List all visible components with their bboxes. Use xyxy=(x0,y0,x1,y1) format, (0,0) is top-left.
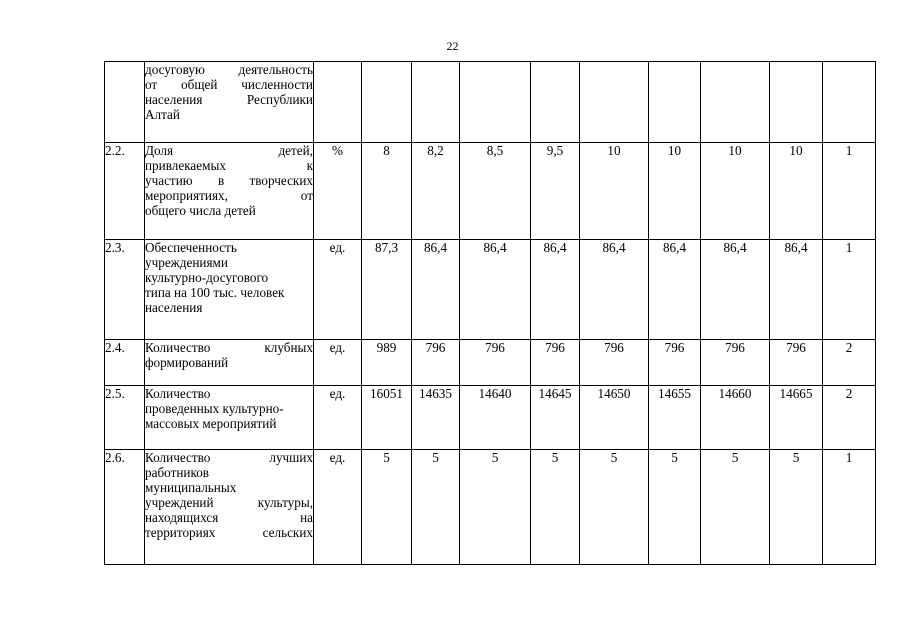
value-cell: 796 xyxy=(649,340,701,386)
unit-cell xyxy=(314,62,362,143)
indicator-name-line: общего числа детей xyxy=(145,203,256,218)
unit-cell: ед. xyxy=(314,450,362,565)
value-cell: 796 xyxy=(412,340,460,386)
value-cell: 86,4 xyxy=(649,240,701,340)
unit-cell: ед. xyxy=(314,240,362,340)
value-cell: 989 xyxy=(362,340,412,386)
source-cell: 2 xyxy=(823,386,876,450)
value-cell: 14650 xyxy=(580,386,649,450)
value-cell xyxy=(460,62,531,143)
value-cell: 5 xyxy=(412,450,460,565)
value-cell: 87,3 xyxy=(362,240,412,340)
indicator-name xyxy=(145,340,314,386)
value-cell xyxy=(770,62,823,143)
value-cell: 14655 xyxy=(649,386,701,450)
indicator-name-line: Количество клубных xyxy=(145,340,313,355)
value-cell xyxy=(580,62,649,143)
row-number: 2.4. xyxy=(105,340,145,386)
value-cell: 796 xyxy=(531,340,580,386)
table-row xyxy=(105,450,876,565)
value-cell: 796 xyxy=(770,340,823,386)
table-row xyxy=(105,62,876,143)
indicator-name-line: массовых мероприятий xyxy=(145,416,277,431)
indicator-name-line: привлекаемых к xyxy=(145,158,313,173)
value-cell: 10 xyxy=(701,143,770,240)
row-number: 2.6. xyxy=(105,450,145,565)
source-cell: 2 xyxy=(823,340,876,386)
value-cell: 86,4 xyxy=(531,240,580,340)
value-cell: 5 xyxy=(460,450,531,565)
value-cell xyxy=(649,62,701,143)
indicator-name-line: учреждениями xyxy=(145,255,228,270)
indicator-name-line: территориях сельских xyxy=(145,525,313,540)
unit-cell: ед. xyxy=(314,340,362,386)
indicator-name xyxy=(145,450,314,565)
row-number: 2.2. xyxy=(105,143,145,240)
value-cell: 5 xyxy=(531,450,580,565)
value-cell: 14645 xyxy=(531,386,580,450)
indicator-name-line: формирований xyxy=(145,355,229,370)
indicator-name-line: муниципальных xyxy=(145,480,237,495)
indicator-name-line: учреждений культуры, xyxy=(145,495,313,510)
indicator-name-line: типа на 100 тыс. человек xyxy=(145,285,285,300)
value-cell: 796 xyxy=(580,340,649,386)
indicator-name xyxy=(145,240,314,340)
indicator-name-line: досуговую деятельность xyxy=(145,62,313,77)
unit-cell: % xyxy=(314,143,362,240)
row-number: 2.3. xyxy=(105,240,145,340)
indicator-name xyxy=(145,62,314,143)
value-cell: 796 xyxy=(701,340,770,386)
value-cell: 86,4 xyxy=(580,240,649,340)
value-cell xyxy=(412,62,460,143)
indicator-name-line: проведенных культурно- xyxy=(145,401,284,416)
source-cell: 1 xyxy=(823,143,876,240)
source-cell xyxy=(823,62,876,143)
value-cell: 5 xyxy=(701,450,770,565)
value-cell: 10 xyxy=(649,143,701,240)
indicator-name-line: Обеспеченность xyxy=(145,240,237,255)
indicator-name-line: находящихся на xyxy=(145,510,313,525)
row-number xyxy=(105,62,145,143)
value-cell: 86,4 xyxy=(770,240,823,340)
value-cell: 86,4 xyxy=(701,240,770,340)
indicator-name xyxy=(145,143,314,240)
value-cell: 16051 xyxy=(362,386,412,450)
value-cell: 86,4 xyxy=(460,240,531,340)
indicator-name-line: участию в творческих xyxy=(145,173,313,188)
table-row xyxy=(105,386,876,450)
indicator-name-line: населения xyxy=(145,300,203,315)
value-cell: 10 xyxy=(580,143,649,240)
value-cell: 14660 xyxy=(701,386,770,450)
source-cell: 1 xyxy=(823,240,876,340)
value-cell: 8,2 xyxy=(412,143,460,240)
value-cell: 796 xyxy=(460,340,531,386)
table-row xyxy=(105,340,876,386)
value-cell: 10 xyxy=(770,143,823,240)
value-cell: 86,4 xyxy=(412,240,460,340)
value-cell: 5 xyxy=(580,450,649,565)
value-cell: 14635 xyxy=(412,386,460,450)
table-row xyxy=(105,240,876,340)
indicator-name-line: от общей численности xyxy=(145,77,313,92)
page-number: 22 xyxy=(446,39,459,53)
indicator-name-line: Алтай xyxy=(145,107,180,122)
row-number: 2.5. xyxy=(105,386,145,450)
value-cell: 8,5 xyxy=(460,143,531,240)
value-cell: 14665 xyxy=(770,386,823,450)
indicator-name-line: Количество xyxy=(145,386,211,401)
value-cell: 5 xyxy=(649,450,701,565)
indicator-name-line: культурно-досугового xyxy=(145,270,269,285)
indicator-name-line: Количество лучших xyxy=(145,450,313,465)
value-cell: 5 xyxy=(770,450,823,565)
indicator-name-line: мероприятиях, от xyxy=(145,188,313,203)
value-cell: 9,5 xyxy=(531,143,580,240)
value-cell xyxy=(531,62,580,143)
value-cell xyxy=(701,62,770,143)
indicator-name-line: Доля детей, xyxy=(145,143,313,158)
value-cell: 8 xyxy=(362,143,412,240)
indicators-table xyxy=(104,61,876,565)
indicator-name-line: населения Республики xyxy=(145,92,313,107)
unit-cell: ед. xyxy=(314,386,362,450)
source-cell: 1 xyxy=(823,450,876,565)
table-row xyxy=(105,143,876,240)
value-cell: 5 xyxy=(362,450,412,565)
value-cell: 14640 xyxy=(460,386,531,450)
value-cell xyxy=(362,62,412,143)
indicator-name xyxy=(145,386,314,450)
indicator-name-line: работников xyxy=(145,465,210,480)
